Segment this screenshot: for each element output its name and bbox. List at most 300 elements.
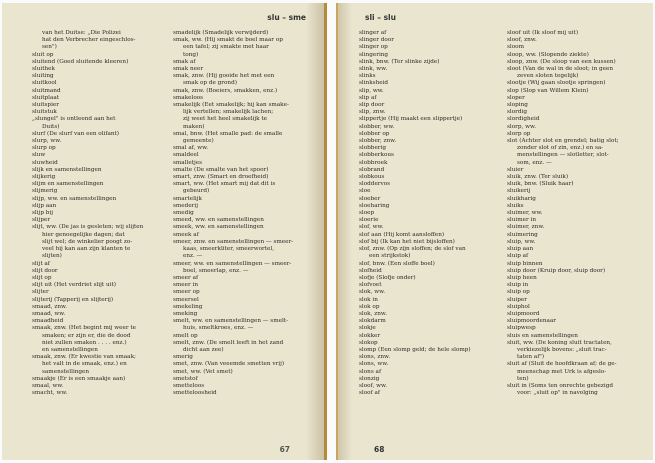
entry-headword: slordig <box>507 109 527 116</box>
dictionary-entry <box>173 304 313 311</box>
entry-continuation: een tafel; zij smakte met haar <box>183 44 269 51</box>
dictionary-entry <box>173 217 313 224</box>
entry-headword: smeed, ww. en samenstellingen <box>173 217 264 224</box>
dictionary-entry <box>32 145 172 152</box>
entry-headword: smak, znw. (Boeiers, smakken, enz.) <box>173 87 278 94</box>
entry-continuation: tong) <box>183 51 199 58</box>
entry-headword: slok in <box>359 296 378 303</box>
entry-headword: slijt op <box>32 274 52 281</box>
entry-headword: sluwheid <box>32 159 58 166</box>
entry-continuation: gebeurd) <box>183 188 210 195</box>
entry-headword: slinger af <box>359 30 387 36</box>
dictionary-entry <box>507 253 647 260</box>
entry-headword: slijp bij <box>32 210 53 217</box>
entry-headword: slijterij (Tapperij en slijterij) <box>32 296 114 303</box>
entry-headword: smelt op <box>173 332 198 339</box>
entry-headword: slinger op <box>359 44 388 51</box>
entry-continuation: hat den Verbrecher eingeschlos- <box>42 37 136 44</box>
dictionary-entry <box>32 66 172 73</box>
entry-continuation: sen") <box>42 44 57 51</box>
dictionary-entry <box>507 261 647 268</box>
dictionary-entry <box>359 239 502 246</box>
entry-headword: smeek, ww. en samenstellingen <box>173 224 264 231</box>
entry-headword: sloddervos <box>359 181 391 188</box>
entry-headword: slordigheid <box>507 116 540 123</box>
dictionary-entry <box>173 318 313 332</box>
entry-headword: slofje (Slofje onder) <box>359 274 416 281</box>
dictionary-entry <box>359 376 502 383</box>
entry-headword: sloof, znw. <box>507 37 537 44</box>
dictionary-entry <box>32 102 172 109</box>
entry-continuation: verkiezelijk bovens: „sluit trac- <box>517 346 607 353</box>
dictionary-entry <box>359 203 502 210</box>
entry-headword: sluipwesp <box>507 325 536 332</box>
entry-headword: sluikerij <box>507 188 531 195</box>
dictionary-entry <box>32 167 172 174</box>
dictionary-entry <box>359 390 502 397</box>
entry-headword: slons af <box>359 368 382 375</box>
entry-headword: slons, ww. <box>359 361 389 368</box>
entry-headword: sluip aan <box>507 246 534 253</box>
dictionary-entry <box>507 66 647 80</box>
entry-headword: smak, znw. (Hij gooide het met een <box>173 73 275 80</box>
dictionary-entry <box>32 311 172 318</box>
dictionary-entry <box>507 196 647 203</box>
dictionary-entry <box>32 181 172 188</box>
entry-headword: slok, znw. <box>359 310 387 317</box>
entry-headword: sloeharing <box>359 202 390 209</box>
entry-headword: sluip door (Kruip door, sluip door) <box>507 267 606 274</box>
dictionary-entry <box>359 268 502 275</box>
entry-headword: smeer, ww. en samenstellingen — smeer- <box>173 260 292 267</box>
entry-headword: smalletjes <box>173 159 203 166</box>
left-page <box>2 3 327 460</box>
entry-headword: slingering <box>359 51 389 58</box>
dictionary-entry <box>32 325 172 354</box>
entry-headword: smartelijk <box>173 195 202 202</box>
dictionary-entry <box>507 37 647 44</box>
entry-continuation: zij weet het heel smakelijk te <box>183 116 268 123</box>
dictionary-entry <box>173 181 313 195</box>
dictionary-entry <box>507 304 647 311</box>
dictionary-entry <box>359 261 502 268</box>
entry-continuation: slijten) <box>42 253 62 260</box>
dictionary-entry <box>173 297 313 304</box>
entry-headword: sloe <box>359 188 371 195</box>
entry-column <box>359 30 502 397</box>
entry-headword: sloping <box>507 102 528 109</box>
dictionary-entry <box>359 196 502 203</box>
entry-headword: sluip in <box>507 282 529 289</box>
dictionary-entry <box>32 383 172 390</box>
dictionary-entry <box>359 369 502 376</box>
entry-headword: smaldeel <box>173 152 199 159</box>
dictionary-entry <box>359 95 502 102</box>
dictionary-entry <box>359 181 502 188</box>
entry-headword: slorp op <box>507 130 531 137</box>
entry-headword: sluit, ww. (De koning sluit tractaten, <box>507 339 612 346</box>
dictionary-entry <box>32 52 172 59</box>
entry-headword: smetteloosheid <box>173 390 217 397</box>
dictionary-entry <box>359 160 502 167</box>
dictionary-entry <box>507 246 647 253</box>
entry-headword: smederij <box>173 202 198 209</box>
entry-headword: sluip op <box>507 289 530 296</box>
entry-continuation: smak op de grond) <box>183 80 237 87</box>
entry-headword: smaak, znw. (Er kwestie van smaak; <box>32 354 136 361</box>
dictionary-entry <box>32 131 172 138</box>
dictionary-entry <box>32 304 172 311</box>
dictionary-entry <box>359 188 502 195</box>
entry-headword: smadelijk (Smadelijk verwijderd) <box>173 30 269 36</box>
entry-headword: smeer af <box>173 274 199 281</box>
entry-headword: sluiphol <box>507 303 530 310</box>
dictionary-entry <box>507 95 647 102</box>
dictionary-entry <box>359 66 502 73</box>
entry-continuation: smaken; er zijn er, die de dood <box>42 332 131 339</box>
dictionary-entry <box>32 138 172 145</box>
entry-headword: sluiper <box>507 296 527 303</box>
dictionary-entry <box>359 174 502 181</box>
entry-headword: sloof, ww. <box>359 382 387 389</box>
dictionary-entry <box>359 116 502 123</box>
entry-headword: smaakje (Er is een smaakje aan) <box>32 375 126 382</box>
dictionary-entry <box>359 297 502 304</box>
entry-headword: slootje (Wij gaan slootje springen) <box>507 80 606 87</box>
dictionary-entry <box>173 333 313 340</box>
dictionary-entry <box>507 289 647 296</box>
dictionary-entry <box>359 361 502 368</box>
dictionary-entry <box>173 167 313 174</box>
entry-headword: slof aan (Hij komt aansloffen) <box>359 231 445 238</box>
entry-headword: smelt, ww. en samenstellingen — smelt- <box>173 318 289 325</box>
dictionary-entry <box>359 289 502 296</box>
entry-headword: sluik, bnw. (Sluik haar) <box>507 181 574 188</box>
dictionary-entry <box>32 261 172 268</box>
entry-headword: slinks <box>359 73 376 80</box>
entry-headword: smekeling <box>173 303 203 310</box>
entry-headword: smerig <box>173 354 193 361</box>
dictionary-entry <box>359 318 502 325</box>
entry-headword: slof bij (Ik kan het niet bijsloffen) <box>359 238 455 245</box>
entry-headword: sluitkool <box>32 80 57 87</box>
entry-headword: smaad, ww. <box>32 310 66 317</box>
dictionary-entry <box>507 268 647 275</box>
entry-headword: smaak, znw. (Het begint mij weer te <box>32 325 137 332</box>
dictionary-entry <box>32 116 172 130</box>
entry-headword: slijm en samenstellingen <box>32 181 104 188</box>
entry-headword: slop (Slop van Willem Klein) <box>507 87 589 94</box>
dictionary-entry <box>507 297 647 304</box>
entry-headword: sluimer in <box>507 217 536 224</box>
entry-headword: slijt door <box>32 267 58 274</box>
dictionary-entry <box>507 188 647 195</box>
entry-headword: sluimer, ww. <box>507 210 543 217</box>
dictionary-entry <box>173 224 313 231</box>
dictionary-entry <box>173 390 313 397</box>
dictionary-entry <box>173 311 313 318</box>
entry-headword: sloop, znw. (De sloop van een kussen) <box>507 58 616 65</box>
entry-continuation: niet zullen smaken . . . . enz.) <box>42 339 127 346</box>
entry-headword: sluitstuk <box>32 109 57 116</box>
entry-headword: slof, bnw. (Een sloffe boel) <box>359 260 435 267</box>
entry-continuation: zonder slot of zin, enz.) en sa- <box>517 145 604 152</box>
entry-continuation: voor: „sluit op" in navolging <box>517 390 598 397</box>
dictionary-entry <box>507 239 647 246</box>
entry-headword: slokdarm <box>359 318 386 325</box>
dictionary-entry <box>173 131 313 145</box>
dictionary-entry <box>507 109 647 116</box>
dictionary-entry <box>173 37 313 59</box>
entry-continuation: huis, smeltkroes, enz. — <box>183 325 254 332</box>
entry-continuation: en samenstellingen <box>42 346 98 353</box>
entry-headword: smetteloos <box>173 382 205 389</box>
dictionary-entry <box>32 160 172 167</box>
entry-headword: sluipmoordenaar <box>507 318 556 325</box>
dictionary-entry <box>507 102 647 109</box>
entry-headword: smeek af <box>173 231 199 238</box>
dictionary-entry <box>32 188 172 195</box>
entry-headword: smeking <box>173 310 198 317</box>
entry-headword: sluipmoord <box>507 310 540 317</box>
entry-column <box>507 30 647 397</box>
entry-headword: slijk en samenstellingen <box>32 166 102 173</box>
entry-headword: smeer in <box>173 282 199 289</box>
entry-continuation: taten af") <box>517 354 545 361</box>
entry-continuation: kaas, smeerkliter, smeerwortel, <box>183 246 275 253</box>
entry-continuation: het valt in de smaak, enz.) en <box>42 361 127 368</box>
entry-headword: smak, ww. (Hij smakt de boel maar op <box>173 37 283 44</box>
entry-continuation: een strijkstok) <box>369 253 411 260</box>
dictionary-entry <box>359 311 502 318</box>
entry-headword: slink, bnw. (Ter slinke zijde) <box>359 58 440 65</box>
entry-headword: slof, ww. <box>359 224 384 231</box>
dictionary-entry <box>507 232 647 239</box>
dictionary-entry <box>359 124 502 131</box>
dictionary-entry <box>507 333 647 340</box>
entry-headword: slijper <box>32 217 51 224</box>
entry-continuation: enz. — <box>183 253 203 260</box>
dictionary-entry <box>173 383 313 390</box>
entry-headword: smakeloos <box>173 94 204 101</box>
dictionary-entry <box>507 116 647 123</box>
entry-headword: smeer, znw. en samenstellingen — smeer- <box>173 238 294 245</box>
dictionary-entry <box>359 73 502 80</box>
entry-headword: sluitmand <box>32 87 61 94</box>
dictionary-entry <box>32 289 172 296</box>
dictionary-entry <box>507 318 647 325</box>
dictionary-entry <box>507 217 647 224</box>
dictionary-entry <box>359 44 502 51</box>
dictionary-entry <box>173 152 313 159</box>
entry-headword: slijt, ww. (De jas is gesleten; wij slijten <box>32 224 144 231</box>
entry-headword: smaad, znw. <box>32 303 68 310</box>
entry-headword: sloot (Van de wal in de sloot; in geen <box>507 66 614 73</box>
entry-headword: „slungel" is ontleend aan het <box>32 116 116 123</box>
dictionary-entry <box>507 203 647 210</box>
entry-headword: slobberkous <box>359 152 394 159</box>
entry-headword: sluip af <box>507 253 529 260</box>
entry-headword: sluitend (Goed sluitende kleeren) <box>32 58 129 65</box>
entry-headword: slons, znw. <box>359 354 391 361</box>
entry-headword: sluip binnen <box>507 260 543 267</box>
entry-headword: slinksheid <box>359 80 389 87</box>
dictionary-entry <box>359 138 502 145</box>
entry-headword: smeersel <box>173 296 199 303</box>
entry-headword: slink, ww. <box>359 66 388 73</box>
entry-headword: sluiting <box>32 73 54 80</box>
dictionary-entry <box>32 109 172 116</box>
dictionary-entry <box>359 282 502 289</box>
dictionary-entry <box>173 361 313 368</box>
entry-headword: smetstof <box>173 375 198 382</box>
entry-continuation: lijk vertellen; smakelijk lachen; <box>183 109 274 116</box>
dictionary-entry <box>173 239 313 261</box>
dictionary-entry <box>32 390 172 397</box>
entry-headword: smart, ww. (Het smart mij dat dit is <box>173 181 276 188</box>
entry-headword: slof, znw. (Op zijn sloffen; de slof van <box>359 246 466 253</box>
entry-headword: sluier <box>507 166 524 173</box>
dictionary-entry <box>32 224 172 260</box>
entry-headword: slobkous <box>359 174 385 181</box>
entry-headword: smelt, znw. (De smelt leeft in het zand <box>173 339 284 346</box>
dictionary-entry <box>32 73 172 80</box>
dictionary-entry <box>507 138 647 167</box>
entry-headword: sloerie <box>359 217 379 224</box>
entry-headword: sluik, znw. (Ter sluik) <box>507 174 569 181</box>
dictionary-entry <box>32 203 172 210</box>
dictionary-entry <box>32 80 172 87</box>
dictionary-entry <box>359 145 502 152</box>
entry-headword: sloof af <box>359 390 380 397</box>
entry-headword: slijt uit (Het verdriet slijt uit) <box>32 282 116 289</box>
dictionary-entry <box>32 59 172 66</box>
dictionary-entry <box>173 275 313 282</box>
entry-column <box>173 30 313 397</box>
dictionary-entry <box>359 131 502 138</box>
entry-continuation: samenstellingen <box>42 368 90 375</box>
gutter-shadow <box>338 3 352 460</box>
dictionary-entry <box>32 376 172 383</box>
entry-headword: sluit op <box>32 51 54 58</box>
entry-headword: slofvoet <box>359 282 382 289</box>
dictionary-entry <box>359 30 502 37</box>
entry-headword: smak af <box>173 58 196 65</box>
entry-headword: slijt af <box>32 260 50 267</box>
dictionary-entry <box>359 246 502 260</box>
entry-headword: slijp, ww. en samenstellingen <box>32 195 117 202</box>
dictionary-entry <box>32 282 172 289</box>
entry-headword: slokker <box>359 332 381 339</box>
entry-headword: smet, znw. (Van veeemde smetten vrij) <box>173 361 285 368</box>
entry-headword: sloof uit (Ik sloof mij uit) <box>507 30 579 36</box>
entry-headword: smeer op <box>173 289 200 296</box>
entry-headword: sloeber <box>359 195 381 202</box>
right-page <box>336 3 653 460</box>
entry-headword: sluitspier <box>32 102 59 109</box>
entry-continuation: Duits) <box>42 123 60 130</box>
dictionary-entry <box>32 268 172 275</box>
entry-continuation: gemeente) <box>183 138 214 145</box>
entry-headword: slip af <box>359 94 377 101</box>
dictionary-entry <box>32 30 172 52</box>
dictionary-entry <box>359 152 502 159</box>
dictionary-entry <box>507 311 647 318</box>
dictionary-entry <box>32 174 172 181</box>
dictionary-entry <box>173 289 313 296</box>
dictionary-entry <box>173 59 313 66</box>
dictionary-entry <box>173 369 313 376</box>
dictionary-entry <box>359 210 502 217</box>
entry-headword: smaal, ww. <box>32 382 64 389</box>
dictionary-entry <box>173 232 313 239</box>
dictionary-entry <box>173 145 313 152</box>
entry-headword: smedig <box>173 210 194 217</box>
entry-headword: sluit in (Soms ten onrechte gebezigd <box>507 382 613 389</box>
entry-headword: slijmerig <box>32 188 58 195</box>
entry-headword: sluikharig <box>507 195 536 202</box>
dictionary-entry <box>507 44 647 51</box>
dictionary-entry <box>359 340 502 347</box>
entry-headword: sluimer, znw. <box>507 224 545 231</box>
entry-continuation: hier genoegelijke dagen; dat <box>42 231 125 238</box>
dictionary-entry <box>32 95 172 102</box>
dictionary-entry <box>507 361 647 383</box>
dictionary-entry <box>173 210 313 217</box>
entry-headword: smak neer <box>173 66 204 73</box>
dictionary-entry <box>32 210 172 217</box>
dictionary-entry <box>173 340 313 354</box>
entry-headword: sluithek <box>32 66 55 73</box>
dictionary-entry <box>507 383 647 397</box>
entry-headword: sluitplaat <box>32 94 60 101</box>
entry-headword: sluit af (Sluit de hoofdkraan af; de ge- <box>507 361 617 368</box>
dictionary-entry <box>359 52 502 59</box>
entry-continuation: zeven sloten tegelijk) <box>517 73 579 80</box>
entry-headword: smakelijk (Eet smakelijk; hij kan smake- <box>173 102 289 109</box>
entry-headword: slobbroek <box>359 159 388 166</box>
dictionary-entry <box>507 88 647 95</box>
entry-headword: slurp op <box>32 145 56 152</box>
dictionary-entry <box>359 304 502 311</box>
entry-headword: sloper <box>507 94 525 101</box>
entry-headword: slonzig <box>359 375 380 382</box>
dictionary-entry <box>359 232 502 239</box>
dictionary-entry <box>507 224 647 231</box>
entry-headword: slobber, ww. <box>359 123 395 130</box>
dictionary-entry <box>507 30 647 37</box>
dictionary-entry <box>32 152 172 159</box>
dictionary-entry <box>173 196 313 203</box>
entry-headword: slobber, znw. <box>359 138 397 145</box>
dictionary-entry <box>359 37 502 44</box>
entry-headword: sloom <box>507 44 524 51</box>
entry-headword: slippertje (Hij maakt een slippertje) <box>359 116 463 123</box>
dictionary-entry <box>32 88 172 95</box>
entry-headword: sluip heen <box>507 274 537 281</box>
entry-headword: slobrand <box>359 166 385 173</box>
dictionary-entry <box>173 261 313 275</box>
dictionary-entry <box>507 210 647 217</box>
entry-headword: slobberig <box>359 145 386 152</box>
entry-headword: smal af, ww. <box>173 145 209 152</box>
entry-headword: sloep <box>359 210 375 217</box>
dictionary-entry <box>507 282 647 289</box>
entry-headword: slokje <box>359 325 376 332</box>
running-head: slu – sme <box>267 13 306 22</box>
entry-continuation: meenschap met Urk is afgeslo- <box>517 368 607 375</box>
entry-headword: slip, ww. <box>359 87 384 94</box>
